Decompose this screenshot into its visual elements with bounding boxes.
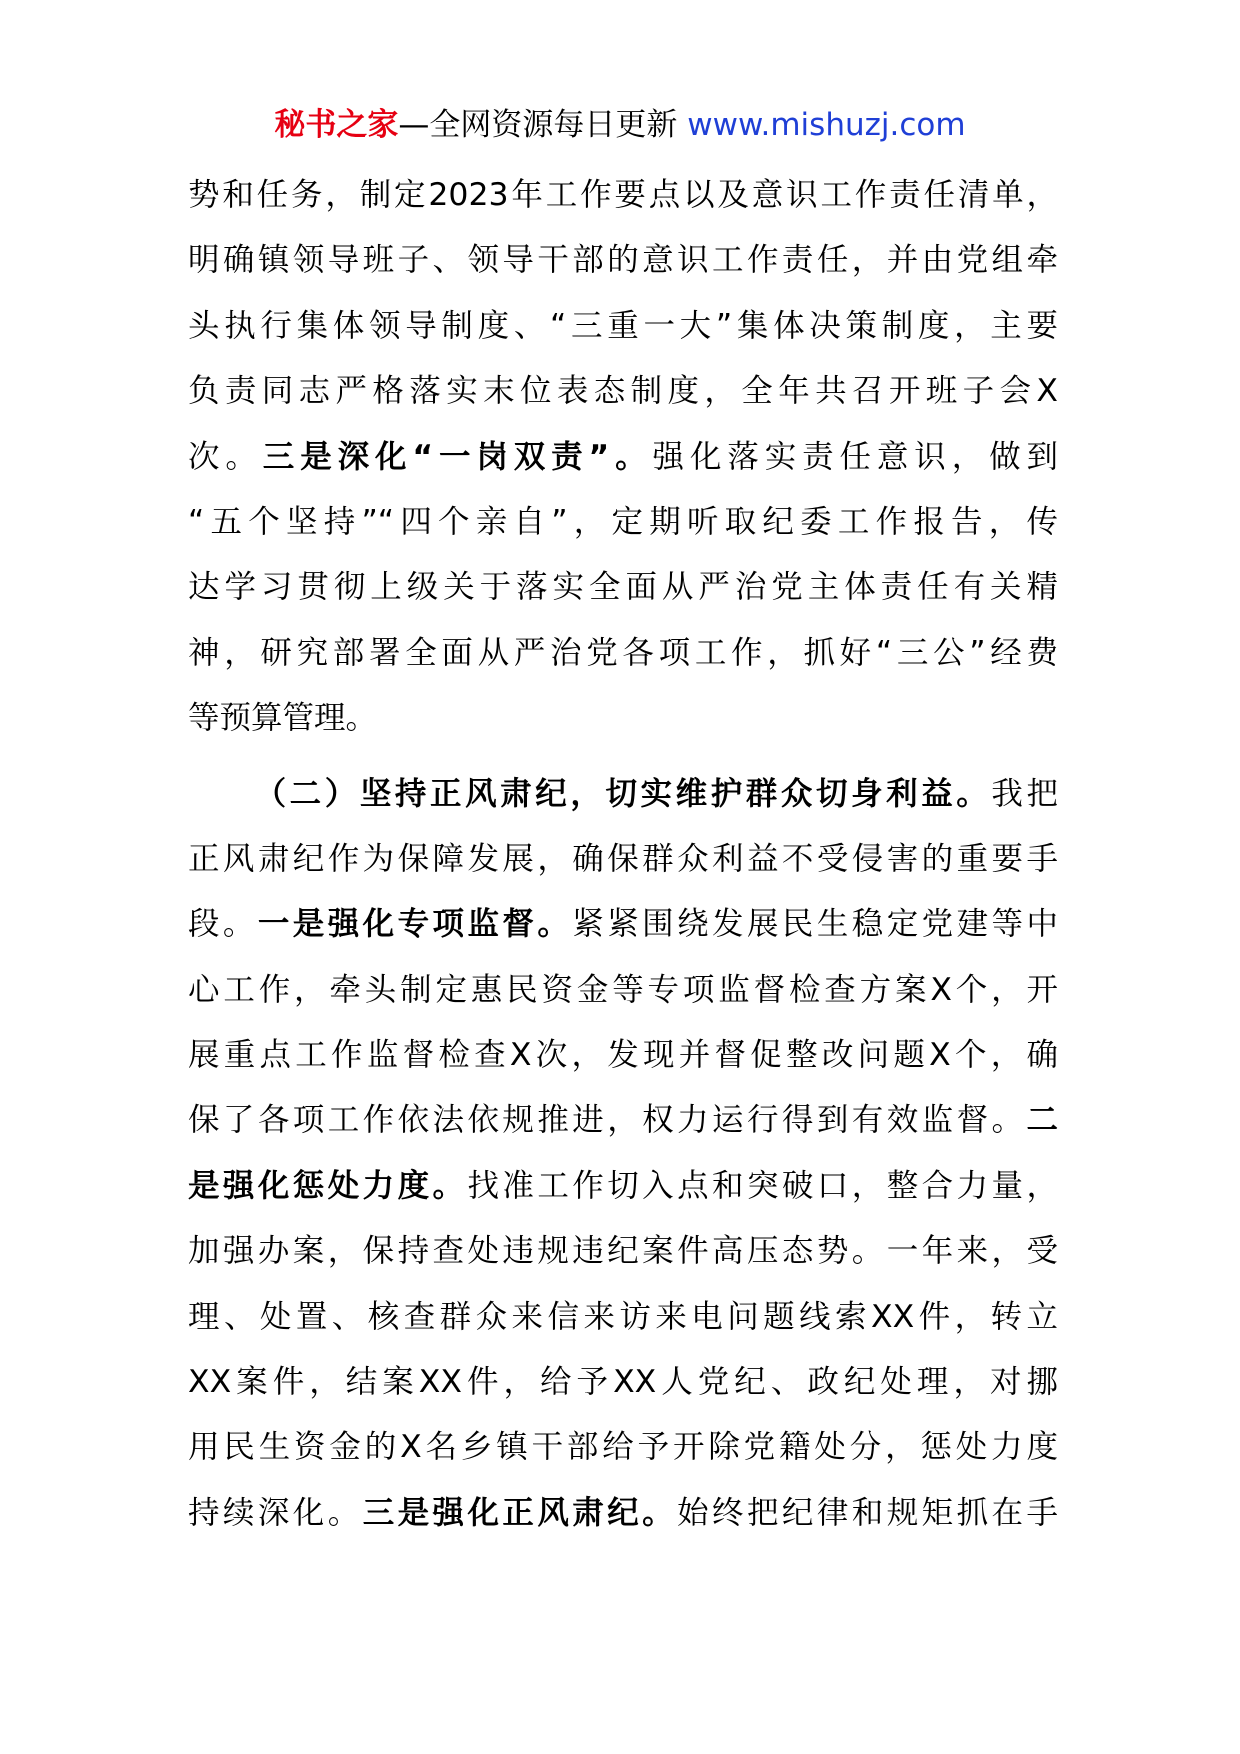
text-line: 神，研究部署全面从严治党各项工作，抓好“三公”经费 bbox=[188, 634, 1058, 671]
text-line: 等预算管理。 bbox=[188, 700, 378, 737]
text-line: 用民生资金的X名乡镇干部给予开除党籍处分，惩处力度 bbox=[188, 1429, 1058, 1466]
text-line: 负责同志严格落实末位表态制度，全年共召开班子会X bbox=[188, 373, 1058, 410]
bold-heading: 三是深化“一岗双责”。 bbox=[262, 438, 653, 475]
text-line bbox=[188, 1088, 1058, 1153]
text-run: 段。 bbox=[188, 906, 258, 943]
text-line: 展重点工作监督检查X次，发现并督促整改问题X个，确 bbox=[188, 1037, 1058, 1074]
text-line: “五个坚持”“四个亲自”，定期听取纪委工作报告，传 bbox=[188, 503, 1058, 540]
paragraph-1 bbox=[188, 163, 1058, 752]
text-run: 我把 bbox=[991, 775, 1058, 812]
site-url: www.mishuzj.com bbox=[687, 107, 966, 143]
text-line bbox=[188, 425, 1058, 490]
text-line: 心工作，牵头制定惠民资金等专项监督检查方案X个，开 bbox=[188, 971, 1058, 1008]
header-tagline: —全网资源每日更新 bbox=[398, 107, 678, 143]
section-heading: （二）坚持正风肃纪，切实维护群众切身利益。 bbox=[251, 775, 992, 812]
text-line bbox=[188, 1481, 1058, 1546]
bold-heading: 一是强化专项监督。 bbox=[257, 906, 573, 943]
text-line: 正风肃纪作为保障发展，确保群众利益不受侵害的重要手 bbox=[188, 840, 1058, 877]
text-run: 保了各项工作依法依规推进，权力运行得到有效监督。 bbox=[188, 1102, 1027, 1139]
text-run: 持续深化。 bbox=[188, 1494, 363, 1531]
site-watermark-header bbox=[0, 100, 1240, 150]
bold-heading: 二 bbox=[1026, 1102, 1058, 1139]
paragraph-2 bbox=[188, 762, 1058, 1547]
text-line: 明确镇领导班子、领导干部的意识工作责任，并由党组牵 bbox=[188, 242, 1058, 279]
text-line bbox=[188, 762, 1058, 827]
document-body bbox=[188, 163, 1058, 1546]
bold-heading: 三是强化正风肃纪。 bbox=[362, 1494, 678, 1531]
text-line bbox=[188, 1154, 1058, 1219]
brand-name: 秘书之家 bbox=[274, 107, 399, 143]
text-line: 加强办案，保持查处违规违纪案件高压态势。一年来，受 bbox=[188, 1233, 1058, 1270]
text-line: 头执行集体领导制度、“三重一大”集体决策制度，主要 bbox=[188, 307, 1058, 344]
text-line bbox=[188, 892, 1058, 957]
text-run: 紧紧围绕发展民生稳定党建等中 bbox=[572, 906, 1058, 943]
bold-heading: 是强化惩处力度。 bbox=[188, 1167, 468, 1204]
text-run: 找准工作切入点和突破口，整合力量， bbox=[467, 1167, 1058, 1204]
text-line: 达学习贯彻上级关于落实全面从严治党主体责任有关精 bbox=[188, 569, 1058, 606]
text-run: 强化落实责任意识，做到 bbox=[652, 438, 1058, 475]
text-run: 次。 bbox=[188, 438, 263, 475]
text-line: 理、处置、核查群众来信来访来电问题线索XX件，转立 bbox=[188, 1298, 1058, 1335]
text-run: 始终把纪律和规矩抓在手 bbox=[677, 1494, 1058, 1531]
text-line: 势和任务，制定2023年工作要点以及意识工作责任清单， bbox=[188, 177, 1058, 213]
text-line: XX案件，结案XX件，给予XX人党纪、政纪处理，对挪 bbox=[188, 1364, 1058, 1401]
paragraph-gap bbox=[188, 752, 1058, 762]
